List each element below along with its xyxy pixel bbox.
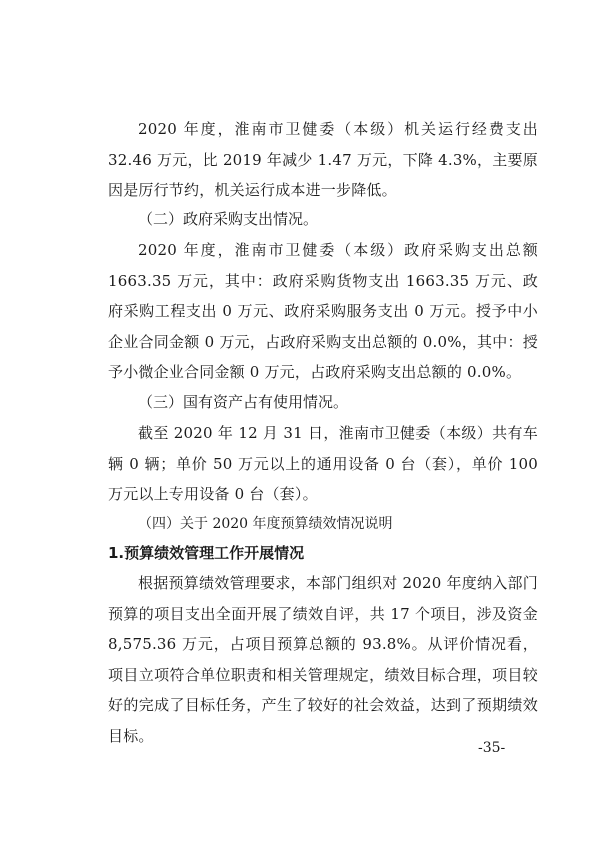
paragraph-government-procurement: 2020 年度，淮南市卫健委（本级）政府采购支出总额 1663.35 万元，其中：政府采购货物支出 1663.35 万元、政府采购工程支出 0 万元、政府采购服务支出 0 万元。授予中小企业合同金额 0 万元，占政府采购支出总额的 0.0%，其中：授予小微企业合同金额 0 万元，占政府采购支出总额的 0.0%。 [108,241,538,381]
paragraph-performance-management: 根据预算绩效管理要求，本部门组织对 2020 年度纳入部门预算的项目支出全面开展了绩效自评，共 17 个项目，涉及资金 8,575.36 万元，占项目预算总额的 93.8%。从评价情况看，项目立项符合单位职责和相关管理规定，绩效目标合理，项目较好的完成了目标任务，产生了较好的社会效益，达到了预期绩效目标。 [108,574,538,745]
heading-government-procurement: （二）政府采购支出情况。 [138,210,319,228]
heading-budget-performance: （四）关于 2020 年度预算绩效情况说明 [138,516,393,532]
heading-state-assets: （三）国有资产占有使用情况。 [138,393,349,411]
subheading-performance-management: 1.预算绩效管理工作开展情况 [108,544,305,562]
page-number: -35- [478,740,506,756]
paragraph-admin-expenses: 2020 年度，淮南市卫健委（本级）机关运行经费支出 32.46 万元，比 2019 年减少 1.47 万元，下降 4.3%，主要原因是厉行节约，机关运行成本进一步降低。 [108,120,538,199]
paragraph-state-assets: 截至 2020 年 12 月 31 日，淮南市卫健委（本级）共有车辆 0 辆；单价 50 万元以上的通用设备 0 台（套），单价 100 万元以上专用设备 0 台（套）。 [108,424,538,503]
